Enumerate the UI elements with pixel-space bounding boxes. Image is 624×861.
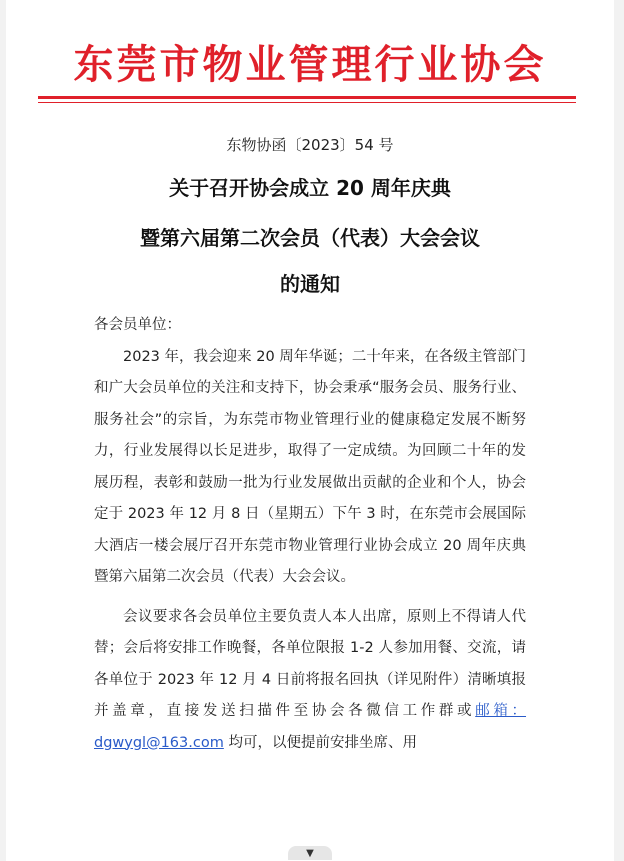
paragraph-2	[94, 602, 526, 760]
title-line-1: 关于召开协会成立 20 周年庆典	[169, 176, 451, 200]
paragraph-2-tail: 均可，以便提前安排坐席、用	[223, 734, 417, 751]
email-link[interactable]: 邮箱：dgwygl@163.com	[94, 703, 527, 751]
title-line-3: 的通知	[280, 272, 340, 296]
chevron-down-icon: ▼	[306, 847, 314, 859]
document-body	[94, 310, 526, 759]
document-number: 东物协函〔2023〕54 号	[226, 136, 394, 154]
document-page	[6, 0, 614, 861]
salutation: 各会员单位：	[94, 317, 181, 333]
masthead-rule-thin	[38, 102, 576, 103]
paragraph-1: 2023 年，我会迎来 20 周年华诞；二十年来，在各级主管部门和广大会员单位的关注和支持下，协会秉承“服务会员、服务行业、服务社会”的宗旨，为东莞市物业管理行业的健康稳定发展不断努力，行业发展得以长足进步，取得了一定成绩。为回顾二十年的发展历程，表彰和鼓励一批为行业发展做出贡献的企业和个人，协会定于 2023 年 12 月 8 日（星期五）下午 3 时，在东莞市会展国际大酒店一楼会展厅召开东莞市物业管理行业协会成立 20 周年庆典暨第六届第二次会员（代表）大会会议。	[94, 348, 526, 585]
org-masthead: 东莞市物业管理行业协会	[73, 41, 547, 88]
title-line-2: 暨第六届第二次会员（代表）大会会议	[140, 226, 480, 250]
scroll-down-button[interactable]	[288, 846, 332, 860]
masthead-rule-thick	[38, 96, 576, 99]
paragraph-2-text: 会议要求各会员单位主要负责人本人出席，原则上不得请人代替；会后将安排工作晚餐，各单位限报 1-2 人参加用餐、交流，请各单位于 2023 年 12 月 4 日前将报名回执（详见附件）清晰填报并盖章，直接发送扫描件至协会各微信工作群或	[94, 608, 526, 719]
